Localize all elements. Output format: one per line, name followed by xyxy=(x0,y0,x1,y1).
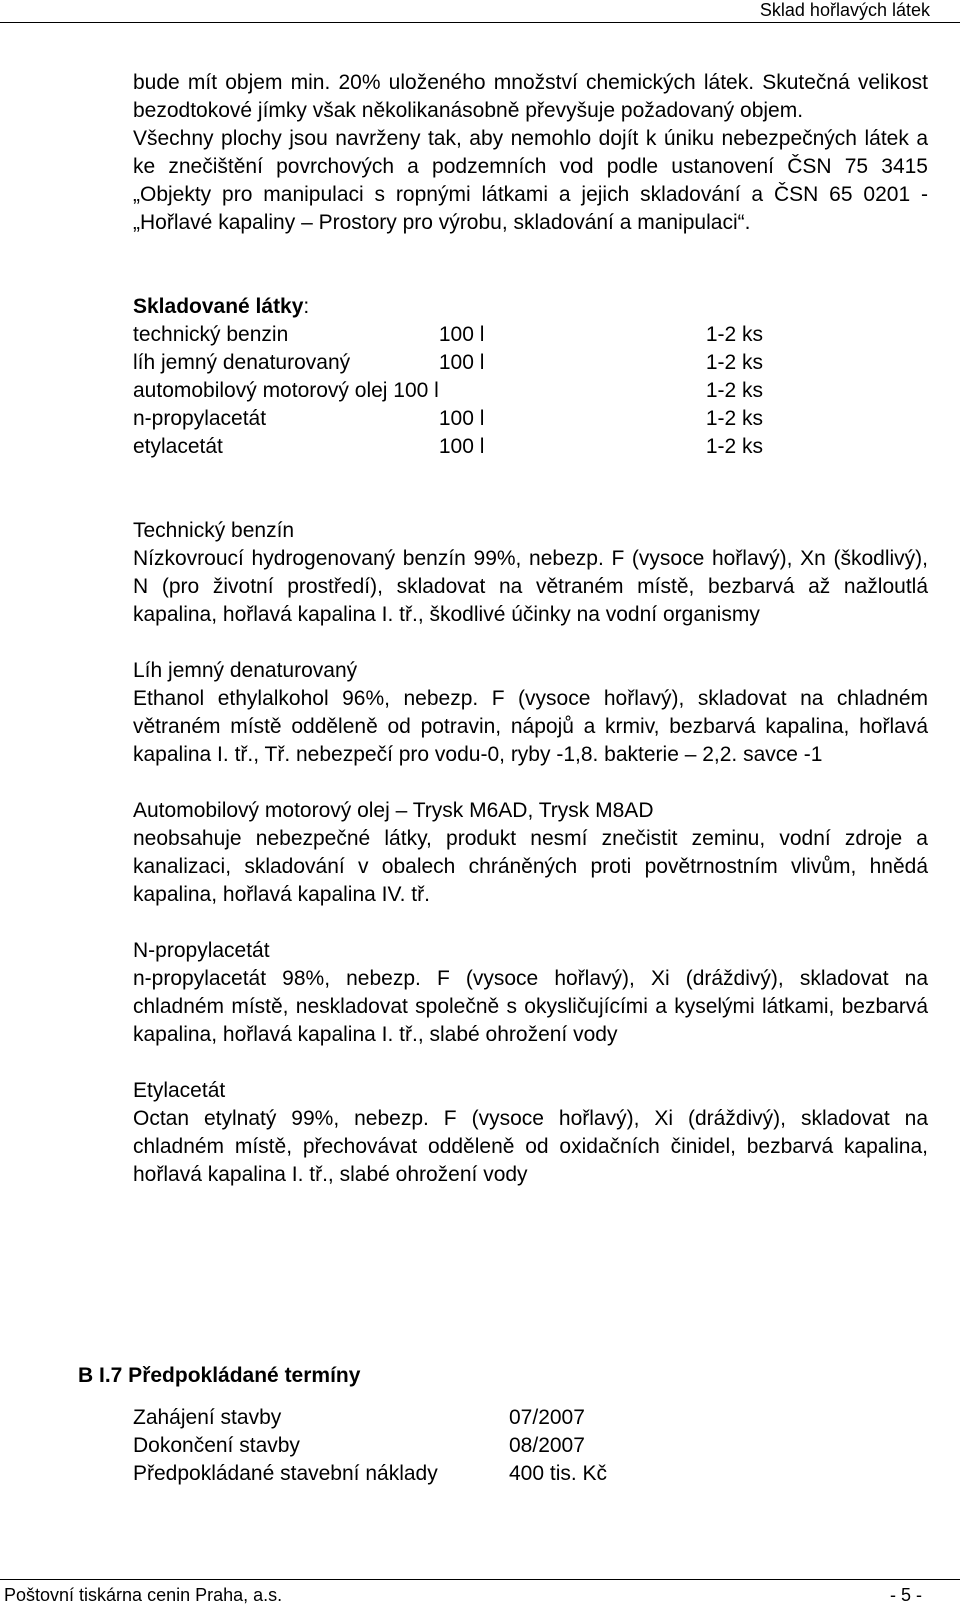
table-row xyxy=(133,433,763,461)
substance-count: 1-2 ks xyxy=(705,379,764,402)
header-title: Sklad hořlavých látek xyxy=(759,0,930,20)
page-footer xyxy=(0,1579,960,1605)
table-row xyxy=(133,1460,607,1488)
term-label: Dokončení stavby xyxy=(133,1434,300,1457)
substance-title-olej: Automobilový motorový olej – Trysk M6AD, Trysk M8AD xyxy=(133,799,654,822)
table-row xyxy=(133,1432,607,1460)
intro-paragraph-1: bude mít objem min. 20% uloženého množství chemických látek. Skutečná velikost bezodtokové jímky však několikanásobně převyšuje požadovaný objem. xyxy=(133,71,928,122)
footer-page-number: - 5 - xyxy=(889,1585,922,1605)
substance-volume: 100 l xyxy=(438,351,485,374)
substance-title-propylacetat: N-propylacetát xyxy=(133,939,270,962)
substance-title-etylacetat: Etylacetát xyxy=(133,1079,226,1102)
substance-text-etylacetat: Octan etylnatý 99%, nebezp. F (vysoce hořlavý), Xi (dráždivý), skladovat na chladném místě, přechovávat odděleně od oxidačních činidel, bezbarvá kapalina, hořlavá kapalina I. tř., slabé ohrožení vody xyxy=(133,1107,928,1186)
substance-name: automobilový motorový olej 100 l xyxy=(133,379,439,402)
substance-text-olej: neobsahuje nebezpečné látky, produkt nesmí znečistit zeminu, vodní zdroje a kanalizaci, skladování v obalech chráněných proti povětrnostním vlivům, hnědá kapalina, hořlavá kapalina IV. tř. xyxy=(133,827,928,906)
term-value: 08/2007 xyxy=(509,1434,585,1457)
substance-name: etylacetát xyxy=(133,435,223,458)
table-row xyxy=(133,377,763,405)
terms-table xyxy=(133,1404,607,1488)
substance-text-benzin: Nízkovroucí hydrogenovaný benzín 99%, nebezp. F (vysoce hořlavý), Xn (škodlivý), N (pro životní prostředí), skladovat na větraném místě, bezbarvá až nažloutlá kapalina, hořlavá kapalina I. tř., škodlivé účinky na vodní organismy xyxy=(133,547,928,626)
stored-substances-table xyxy=(133,321,763,461)
section-heading: B I.7 Předpokládané termíny xyxy=(78,1364,361,1387)
substance-count: 1-2 ks xyxy=(705,435,764,458)
substance-volume: 100 l xyxy=(438,435,485,458)
stored-heading xyxy=(133,293,928,321)
page-header xyxy=(0,0,960,23)
substance-count: 1-2 ks xyxy=(705,351,764,374)
footer-company: Poštovní tiskárna cenin Praha, a.s. xyxy=(4,1585,283,1605)
substance-count: 1-2 ks xyxy=(705,407,764,430)
intro-paragraph-2: Všechny plochy jsou navrženy tak, aby nemohlo dojít k úniku nebezpečných látek a ke znečištění povrchových a podzemních vod podle ustanovení ČSN 75 3415 „Objekty pro manipulaci s ropnými látkami a jejich skladování a ČSN 65 0201 - „Hořlavé kapaliny – Prostory pro výrobu, skladování a manipulaci“. xyxy=(133,127,928,234)
substance-text-lih: Ethanol ethylalkohol 96%, nebezp. F (vysoce hořlavý), skladovat na chladném větraném místě odděleně od potravin, nápojů a krmiv, bezbarvá kapalina, hořlavá kapalina I. tř., Tř. nebezpečí pro vodu-0, ryby -1,8. bakterie – 2,2. savce -1 xyxy=(133,687,928,766)
table-row xyxy=(133,405,763,433)
term-label: Zahájení stavby xyxy=(133,1406,282,1429)
substance-title-benzin: Technický benzín xyxy=(133,519,295,542)
substance-count: 1-2 ks xyxy=(705,323,764,346)
substance-volume: 100 l xyxy=(438,407,485,430)
stored-heading-text: Skladované látky xyxy=(133,295,304,318)
term-label: Předpokládané stavební náklady xyxy=(133,1462,438,1485)
table-row xyxy=(133,321,763,349)
table-row xyxy=(133,1404,607,1432)
term-value: 07/2007 xyxy=(509,1406,585,1429)
substance-name: technický benzin xyxy=(133,323,289,346)
substance-volume: 100 l xyxy=(438,323,485,346)
substance-name: líh jemný denaturovaný xyxy=(133,351,351,374)
substance-title-lih: Líh jemný denaturovaný xyxy=(133,659,358,682)
term-value: 400 tis. Kč xyxy=(509,1462,608,1485)
document-body xyxy=(133,69,928,1189)
substance-name: n-propylacetát xyxy=(133,407,267,430)
substance-text-propylacetat: n-propylacetát 98%, nebezp. F (vysoce hořlavý), Xi (dráždivý), skladovat na chladném místě, neskladovat společně s okysličujícími a kyselými látkami, bezbarvá kapalina, hořlavá kapalina I. tř., slabé ohrožení vody xyxy=(133,967,928,1046)
stored-heading-colon: : xyxy=(303,295,310,318)
table-row xyxy=(133,349,763,377)
substance-volume-spacer xyxy=(439,377,706,405)
